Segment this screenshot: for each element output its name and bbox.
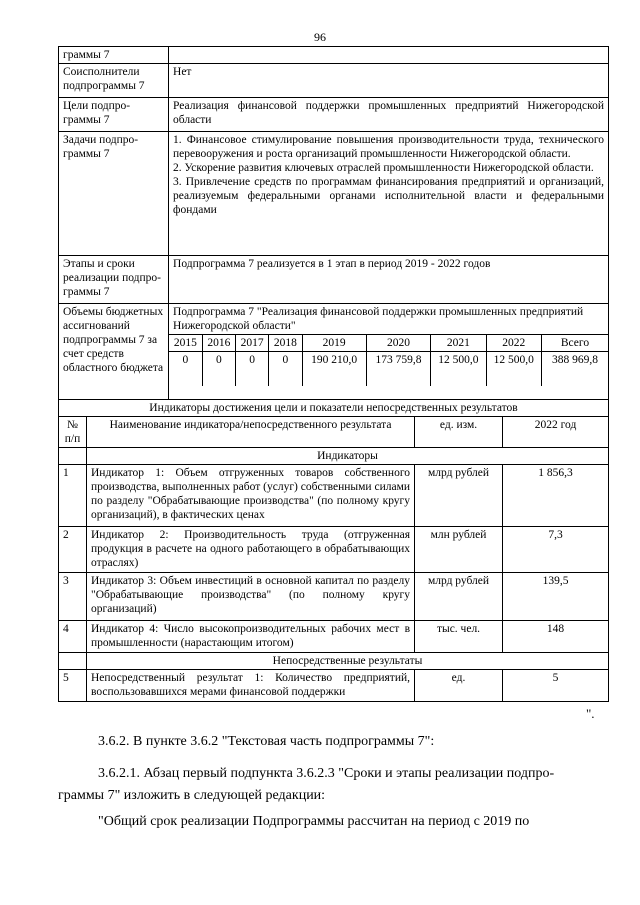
indicator-value: 148 bbox=[503, 621, 609, 653]
task-item: 3. Привлечение средств по программам финансирования предприятий и организаций, реализуемым федеральными органами исполнительной власти и федеральными фондами bbox=[173, 176, 605, 216]
goals-value: Реализация финансовой поддержки промышленных предприятий Нижегородской области bbox=[169, 98, 609, 132]
indicator-value: 139,5 bbox=[503, 573, 609, 621]
paragraph-3-6-2-1-start: 3.6.2.1. Абзац первый подпункта 3.6.2.3 "Сроки и этапы реализации подпро- bbox=[98, 766, 555, 781]
budget-year-cell: Всего bbox=[541, 335, 608, 352]
subprogram-passport-table bbox=[58, 46, 609, 702]
indicator-value: 1 856,3 bbox=[503, 465, 609, 527]
goals-label: Цели подпро-граммы 7 bbox=[59, 98, 169, 132]
budget-label: Объемы бюджетных ассигнований подпрограммы 7 за счет средств областного бюджета bbox=[59, 304, 169, 400]
indicators-section-title: Индикаторы достижения цели и показатели непосредственных результатов bbox=[59, 400, 609, 417]
budget-years-row bbox=[169, 335, 608, 352]
results-heading: Непосредственные результаты bbox=[87, 653, 609, 670]
passport-value-continued bbox=[169, 47, 609, 64]
result-unit: ед. bbox=[415, 670, 503, 702]
budget-value-cell: 173 759,8 bbox=[366, 352, 430, 386]
col-header-num: № п/п bbox=[59, 417, 87, 448]
closing-quote: ". bbox=[586, 706, 595, 721]
co-executors-value: Нет bbox=[169, 64, 609, 98]
paragraph-quote-start: "Общий срок реализации Подпрограммы рассчитан на период с 2019 по bbox=[98, 814, 530, 829]
result-num: 5 bbox=[59, 670, 87, 702]
tasks-value bbox=[169, 132, 609, 256]
paragraph-3-6-2: 3.6.2. В пункте 3.6.2 "Текстовая часть подпрограммы 7": bbox=[98, 734, 435, 749]
budget-value-cell: 0 bbox=[169, 352, 202, 386]
indicator-name: Индикатор 1: Объем отгруженных товаров собственного производства, выполненных работ (услуг) собственными силами по разделу "Обрабатывающие производства" (по полному кругу организаций), в фактических ценах bbox=[87, 465, 415, 527]
indicator-num: 1 bbox=[59, 465, 87, 527]
indicator-unit: млрд рублей bbox=[415, 573, 503, 621]
budget-value-cell: 0 bbox=[236, 352, 269, 386]
indicator-num: 4 bbox=[59, 621, 87, 653]
budget-table bbox=[169, 334, 608, 386]
paragraph-3-6-2-1-end: граммы 7" изложить в следующей редакции: bbox=[58, 788, 326, 803]
budget-values-row bbox=[169, 352, 608, 386]
budget-year-cell: 2017 bbox=[236, 335, 269, 352]
stages-label: Этапы и сроки реализации подпро-граммы 7 bbox=[59, 256, 169, 304]
indicator-name: Индикатор 2: Производительность труда (отгруженная продукция в расчете на одного работающего в обрабатывающих отраслях) bbox=[87, 527, 415, 573]
budget-value-cell: 12 500,0 bbox=[431, 352, 486, 386]
budget-year-cell: 2015 bbox=[169, 335, 202, 352]
indicator-unit: млрд рублей bbox=[415, 465, 503, 527]
table-row bbox=[59, 670, 609, 702]
result-value: 5 bbox=[503, 670, 609, 702]
budget-year-cell: 2020 bbox=[366, 335, 430, 352]
stages-value: Подпрограмма 7 реализуется в 1 этап в период 2019 - 2022 годов bbox=[169, 256, 609, 304]
page-number: 96 bbox=[314, 30, 326, 44]
col-header-year: 2022 год bbox=[503, 417, 609, 448]
table-row bbox=[59, 527, 609, 573]
indicator-name: Индикатор 4: Число высокопроизводительных рабочих мест в промышленности (нарастающим итогом) bbox=[87, 621, 415, 653]
indicator-name: Индикатор 3: Объем инвестиций в основной капитал по разделу "Обрабатывающие производства" (по полному кругу организаций) bbox=[87, 573, 415, 621]
budget-value-cell: 0 bbox=[202, 352, 235, 386]
budget-value-cell: 190 210,0 bbox=[302, 352, 366, 386]
task-item: 2. Ускорение развития ключевых отраслей промышленности Нижегородской области. bbox=[173, 162, 594, 174]
indicator-num: 3 bbox=[59, 573, 87, 621]
result-name: Непосредственный результат 1: Количество предприятий, воспользовавшихся мерами финансовой поддержки bbox=[87, 670, 415, 702]
budget-year-cell: 2019 bbox=[302, 335, 366, 352]
table-row bbox=[59, 465, 609, 527]
budget-value-cell: 388 969,8 bbox=[541, 352, 608, 386]
budget-year-cell: 2022 bbox=[486, 335, 541, 352]
indicator-value: 7,3 bbox=[503, 527, 609, 573]
indicators-heading: Индикаторы bbox=[87, 448, 609, 465]
col-header-name: Наименование индикатора/непосредственного результата bbox=[87, 417, 415, 448]
budget-value-cell: 12 500,0 bbox=[486, 352, 541, 386]
budget-year-cell: 2018 bbox=[269, 335, 302, 352]
budget-year-cell: 2021 bbox=[431, 335, 486, 352]
table-row bbox=[59, 573, 609, 621]
task-item: 1. Финансовое стимулирование повышения производительности труда, технического перевооружения и роста организаций промышленности Нижегородской области. bbox=[173, 134, 605, 160]
indicator-unit: тыс. чел. bbox=[415, 621, 503, 653]
budget-value bbox=[169, 304, 609, 400]
col-header-unit: ед. изм. bbox=[415, 417, 503, 448]
budget-year-cell: 2016 bbox=[202, 335, 235, 352]
budget-value-cell: 0 bbox=[269, 352, 302, 386]
indicator-unit: млн рублей bbox=[415, 527, 503, 573]
budget-title: Подпрограмма 7 "Реализация финансовой поддержки промышленных предприятий Нижегородской области" bbox=[173, 306, 584, 332]
tasks-label: Задачи подпро-граммы 7 bbox=[59, 132, 169, 256]
results-heading-empty bbox=[59, 653, 87, 670]
indicators-heading-empty bbox=[59, 448, 87, 465]
table-row bbox=[59, 621, 609, 653]
indicator-num: 2 bbox=[59, 527, 87, 573]
co-executors-label: Соисполнители подпрограммы 7 bbox=[59, 64, 169, 98]
passport-label-continued: граммы 7 bbox=[59, 47, 169, 64]
